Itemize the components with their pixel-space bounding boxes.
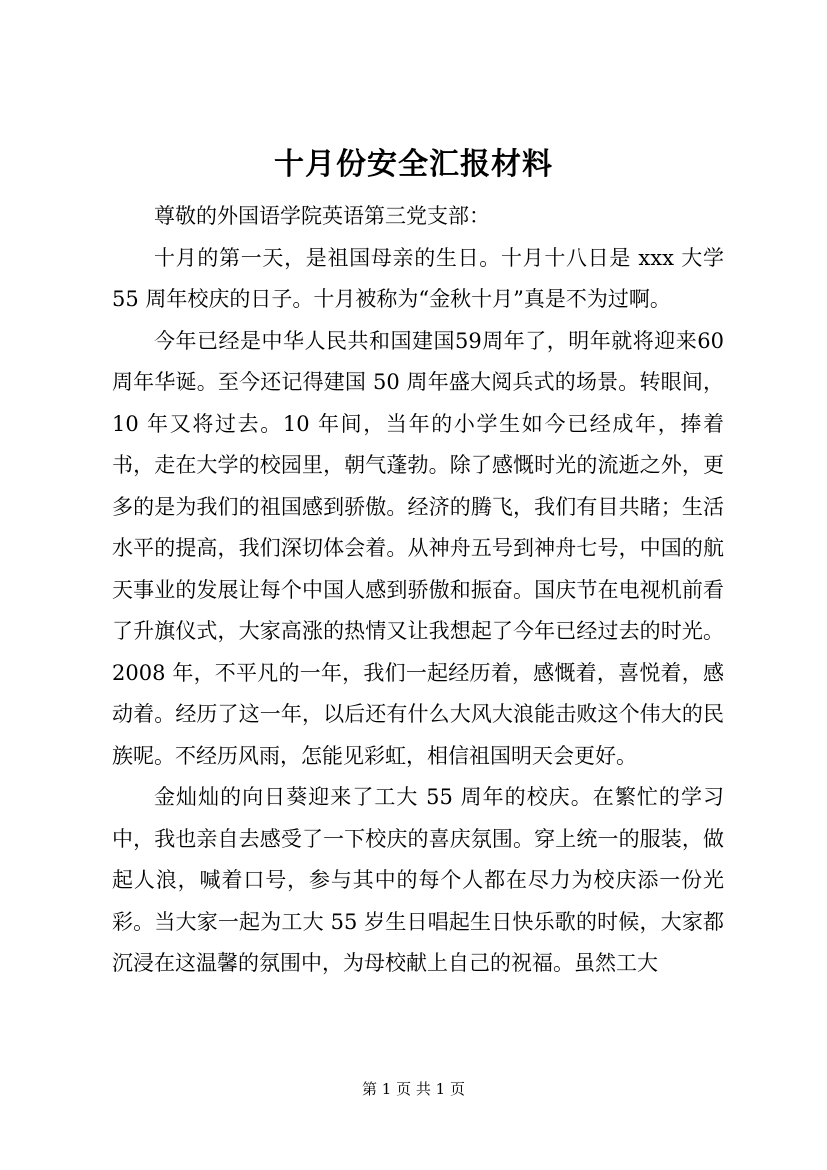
page-footer: 第 1 页 共 1 页	[362, 1080, 465, 1098]
document-title: 十月份安全汇报材料	[274, 147, 553, 182]
paragraph: 十月的第一天，是祖国母亲的生日。十月十八日是 xxx 大学 55 周年校庆的日子。十月被称为“金秋十月”真是不为过啊。	[112, 245, 724, 311]
paragraph: 金灿灿的向日葵迎来了工大 55 周年的校庆。在繁忙的学习中，我也亲自去感受了一下校庆的喜庆氛围。穿上统一的服装，做起人浪，喊着口号，参与其中的每个人都在尽力为校庆添一份光彩。当大家一起为工大 55 岁生日唱起生日快乐歌的时候，大家都沉浸在这温馨的氛围中，为母校献上自己的祝福。虽然工大	[112, 785, 724, 975]
document-body	[112, 196, 724, 985]
paragraph: 今年已经是中华人民共和国建国59周年了，明年就将迎来60周年华诞。至今还记得建国 50 周年盛大阅兵式的场景。转眼间，10 年又将过去。10 年间，当年的小学生如今已经成年，捧着书，走在大学的校园里，朝气蓬勃。除了感慨时光的流逝之外，更多的是为我们的祖国感到骄傲。经济的腾飞，我们有目共睹；生活水平的提高，我们深切体会着。从神舟五号到神舟七号，中国的航天事业的发展让每个中国人感到骄傲和振奋。国庆节在电视机前看了升旗仪式，大家高涨的热情又让我想起了今年已经过去的时光。2008 年，不平凡的一年，我们一起经历着，感慨着，喜悦着，感动着。经历了这一年，以后还有什么大风大浪能击败这个伟大的民族呢。不经历风雨，怎能见彩虹，相信祖国明天会更好。	[112, 328, 724, 768]
salutation: 尊敬的外国语学院英语第三党支部：	[154, 204, 490, 228]
